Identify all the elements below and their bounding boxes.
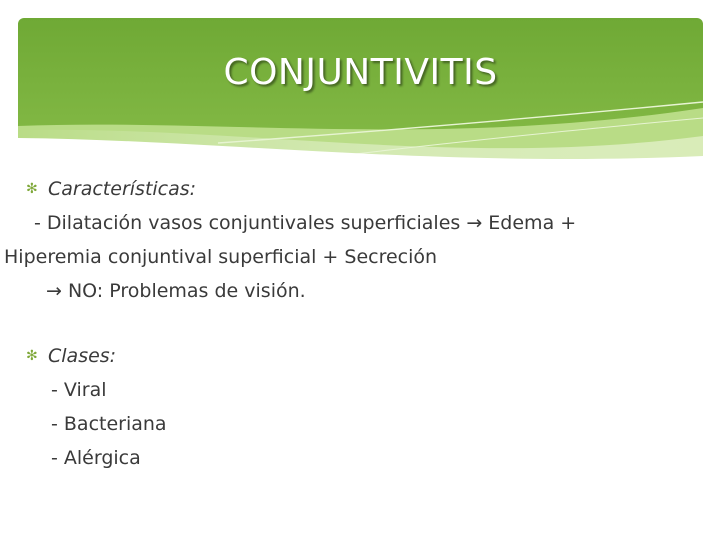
bullet-caracteristicas [26, 172, 686, 206]
asterisk-bullet-icon: ✻ [26, 348, 38, 364]
body-text: - Dilatación vasos conjuntivales superficiales [34, 212, 467, 234]
body-line [4, 240, 686, 274]
body-line [26, 274, 686, 308]
bullet-clases [26, 339, 686, 373]
body-text: NO: Problemas de visión. [61, 280, 306, 302]
section-heading: Clases: [48, 345, 117, 367]
slide-body [4, 172, 686, 475]
banner-background [18, 18, 703, 198]
body-text: Edema + [482, 212, 577, 234]
section-heading: Características: [48, 178, 197, 200]
spacer [26, 308, 686, 339]
list-item: - Bacteriana [51, 413, 167, 435]
body-line [26, 206, 686, 240]
asterisk-bullet-icon: ✻ [26, 181, 38, 197]
list-item: - Alérgica [51, 447, 141, 469]
right-arrow-icon: → [466, 212, 483, 234]
title-banner [18, 18, 703, 198]
right-arrow-icon: → [46, 280, 62, 302]
list-item: - Viral [51, 379, 107, 401]
body-text: Hiperemia conjuntival superficial + Secreción [4, 246, 438, 268]
slide-title: CONJUNTIVITIS [223, 52, 498, 93]
